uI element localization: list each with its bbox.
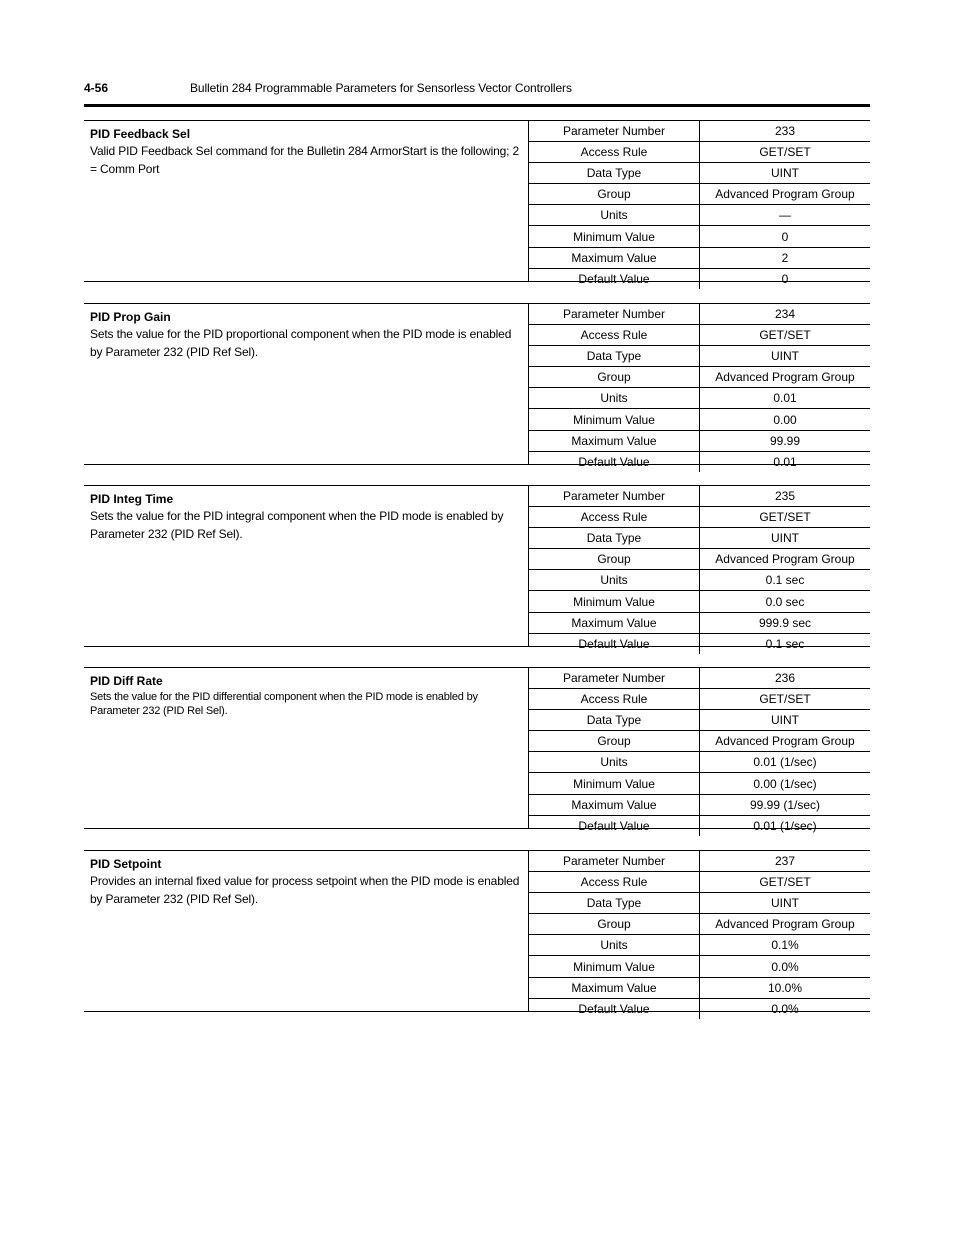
table-row — [529, 409, 870, 430]
parameter-description: Sets the value for the PID differential component when the PID mode is enabled by Parameter 232 (PID Rel Sel). — [90, 691, 478, 717]
spec-label: Data Type — [529, 528, 700, 549]
spec-value: Advanced Program Group — [700, 731, 871, 752]
spec-label: Default Value — [529, 815, 700, 836]
spec-value: 236 — [700, 668, 871, 689]
parameter-block-pid-prop-gain — [84, 303, 870, 469]
spec-value: 0.01 — [773, 454, 797, 469]
spec-value: 10.0% — [700, 977, 871, 998]
spec-value: GET/SET — [700, 142, 871, 163]
spec-label: Data Type — [529, 346, 700, 367]
table-row — [529, 121, 870, 142]
table-row — [529, 977, 870, 998]
spec-label: Minimum Value — [529, 409, 700, 430]
spec-label: Default Value — [529, 451, 700, 472]
table-row — [529, 591, 870, 612]
spec-value: UINT — [700, 893, 871, 914]
spec-value: 99.99 — [700, 430, 871, 451]
parameter-description: Sets the value for the PID proportional component when the PID mode is enabled by Parameter 232 (PID Ref Sel). — [90, 327, 512, 359]
spec-value: 0.1 sec — [700, 570, 871, 591]
table-row — [529, 998, 870, 1019]
spec-label: Maximum Value — [529, 977, 700, 998]
spec-value: GET/SET — [700, 872, 871, 893]
spec-label: Group — [529, 914, 700, 935]
table-row — [529, 731, 870, 752]
running-title: Bulletin 284 Programmable Parameters for Sensorless Vector Controllers — [190, 81, 572, 95]
spec-value: GET/SET — [700, 325, 871, 346]
spec-label: Group — [529, 731, 700, 752]
table-row — [529, 367, 870, 388]
spec-value: Advanced Program Group — [700, 367, 871, 388]
spec-label: Parameter Number — [529, 304, 700, 325]
spec-label: Units — [529, 935, 700, 956]
parameter-spec-table — [529, 851, 870, 1019]
parameter-block-pid-diff-rate — [84, 667, 870, 833]
spec-value: 0.00 — [700, 409, 871, 430]
spec-label: Data Type — [529, 893, 700, 914]
spec-value: 237 — [700, 851, 871, 872]
parameter-name: PID Integ Time — [90, 492, 174, 506]
spec-value: 0.0% — [771, 1001, 799, 1016]
table-row — [529, 388, 870, 409]
spec-value: Advanced Program Group — [700, 914, 871, 935]
spec-value: Advanced Program Group — [700, 184, 871, 205]
table-row — [529, 268, 870, 289]
parameter-description: Sets the value for the PID integral component when the PID mode is enabled by Parameter 232 (PID Ref Sel). — [90, 509, 504, 541]
spec-value: 0 — [700, 226, 871, 247]
spec-label: Units — [529, 388, 700, 409]
table-row — [529, 851, 870, 872]
table-row — [529, 893, 870, 914]
spec-value: 0 — [781, 271, 789, 286]
spec-label: Parameter Number — [529, 851, 700, 872]
spec-value: 0.0 sec — [700, 591, 871, 612]
spec-label: Default Value — [529, 998, 700, 1019]
table-row — [529, 507, 870, 528]
spec-label: Parameter Number — [529, 486, 700, 507]
spec-value: 0.1 sec — [765, 636, 805, 651]
spec-label: Data Type — [529, 163, 700, 184]
table-row — [529, 794, 870, 815]
table-row — [529, 247, 870, 268]
spec-value: 999.9 sec — [700, 612, 871, 633]
spec-value: 0.01 (1/sec) — [753, 818, 817, 833]
spec-value: 234 — [700, 304, 871, 325]
table-row — [529, 935, 870, 956]
parameter-description: Provides an internal fixed value for process setpoint when the PID mode is enabled by Parameter 232 (PID Ref Sel). — [90, 874, 520, 906]
parameter-block-pid-setpoint — [84, 850, 870, 1016]
table-row — [529, 689, 870, 710]
spec-label: Parameter Number — [529, 121, 700, 142]
spec-value: UINT — [700, 163, 871, 184]
table-row — [529, 430, 870, 451]
spec-label: Group — [529, 549, 700, 570]
page-number: 4-56 — [84, 81, 109, 95]
table-row — [529, 633, 870, 654]
spec-value: 0.01 — [700, 388, 871, 409]
spec-label: Units — [529, 205, 700, 226]
table-row — [529, 142, 870, 163]
spec-value: UINT — [700, 528, 871, 549]
table-row — [529, 710, 870, 731]
spec-label: Group — [529, 184, 700, 205]
spec-value: UINT — [700, 346, 871, 367]
spec-label: Maximum Value — [529, 612, 700, 633]
spec-label: Access Rule — [529, 325, 700, 346]
table-row — [529, 486, 870, 507]
spec-value: 0.1% — [700, 935, 871, 956]
spec-value: 0.0% — [700, 956, 871, 977]
table-row — [529, 752, 870, 773]
spec-label: Units — [529, 570, 700, 591]
spec-label: Parameter Number — [529, 668, 700, 689]
table-row — [529, 163, 870, 184]
table-row — [529, 668, 870, 689]
parameter-spec-table — [529, 486, 870, 654]
table-row — [529, 570, 870, 591]
spec-label: Maximum Value — [529, 794, 700, 815]
table-row — [529, 914, 870, 935]
spec-value: 0.00 (1/sec) — [700, 773, 871, 794]
parameter-name: PID Setpoint — [90, 857, 162, 871]
spec-value: 235 — [700, 486, 871, 507]
spec-label: Access Rule — [529, 689, 700, 710]
spec-value: GET/SET — [700, 507, 871, 528]
parameter-description-cell — [84, 121, 529, 281]
parameter-description-cell — [84, 668, 529, 828]
parameter-description-cell — [84, 486, 529, 646]
spec-label: Minimum Value — [529, 956, 700, 977]
parameter-spec-table — [529, 121, 870, 289]
spec-value: 0.01 (1/sec) — [700, 752, 871, 773]
spec-value: UINT — [700, 710, 871, 731]
spec-label: Group — [529, 367, 700, 388]
parameter-name: PID Feedback Sel — [90, 127, 191, 141]
parameter-spec-table — [529, 668, 870, 836]
table-row — [529, 872, 870, 893]
spec-label: Minimum Value — [529, 226, 700, 247]
spec-value: 99.99 (1/sec) — [700, 794, 871, 815]
parameter-spec-table — [529, 304, 870, 472]
spec-value: 233 — [700, 121, 871, 142]
spec-label: Units — [529, 752, 700, 773]
parameter-description: Valid PID Feedback Sel command for the Bulletin 284 ArmorStart is the following; 2 = Comm Port — [90, 144, 520, 176]
parameter-block-pid-integ-time — [84, 485, 870, 651]
spec-value: GET/SET — [700, 689, 871, 710]
parameter-name: PID Diff Rate — [90, 674, 163, 688]
table-row — [529, 304, 870, 325]
spec-label: Access Rule — [529, 507, 700, 528]
spec-value: Advanced Program Group — [700, 549, 871, 570]
spec-label: Minimum Value — [529, 773, 700, 794]
table-row — [529, 612, 870, 633]
spec-value: — — [700, 205, 871, 226]
parameter-description-cell — [84, 851, 529, 1011]
table-row — [529, 549, 870, 570]
parameter-description-cell — [84, 304, 529, 464]
table-row — [529, 815, 870, 836]
table-row — [529, 184, 870, 205]
spec-label: Access Rule — [529, 872, 700, 893]
table-row — [529, 773, 870, 794]
table-row — [529, 451, 870, 472]
table-row — [529, 226, 870, 247]
spec-value: 2 — [700, 247, 871, 268]
parameter-block-pid-feedback-sel — [84, 120, 870, 286]
spec-label: Data Type — [529, 710, 700, 731]
parameter-name: PID Prop Gain — [90, 310, 171, 324]
table-row — [529, 205, 870, 226]
table-row — [529, 346, 870, 367]
spec-label: Access Rule — [529, 142, 700, 163]
spec-label: Maximum Value — [529, 247, 700, 268]
table-row — [529, 528, 870, 549]
spec-label: Default Value — [529, 633, 700, 654]
spec-label: Maximum Value — [529, 430, 700, 451]
page-header — [84, 80, 870, 107]
spec-label: Default Value — [529, 268, 700, 289]
table-row — [529, 325, 870, 346]
table-row — [529, 956, 870, 977]
spec-label: Minimum Value — [529, 591, 700, 612]
